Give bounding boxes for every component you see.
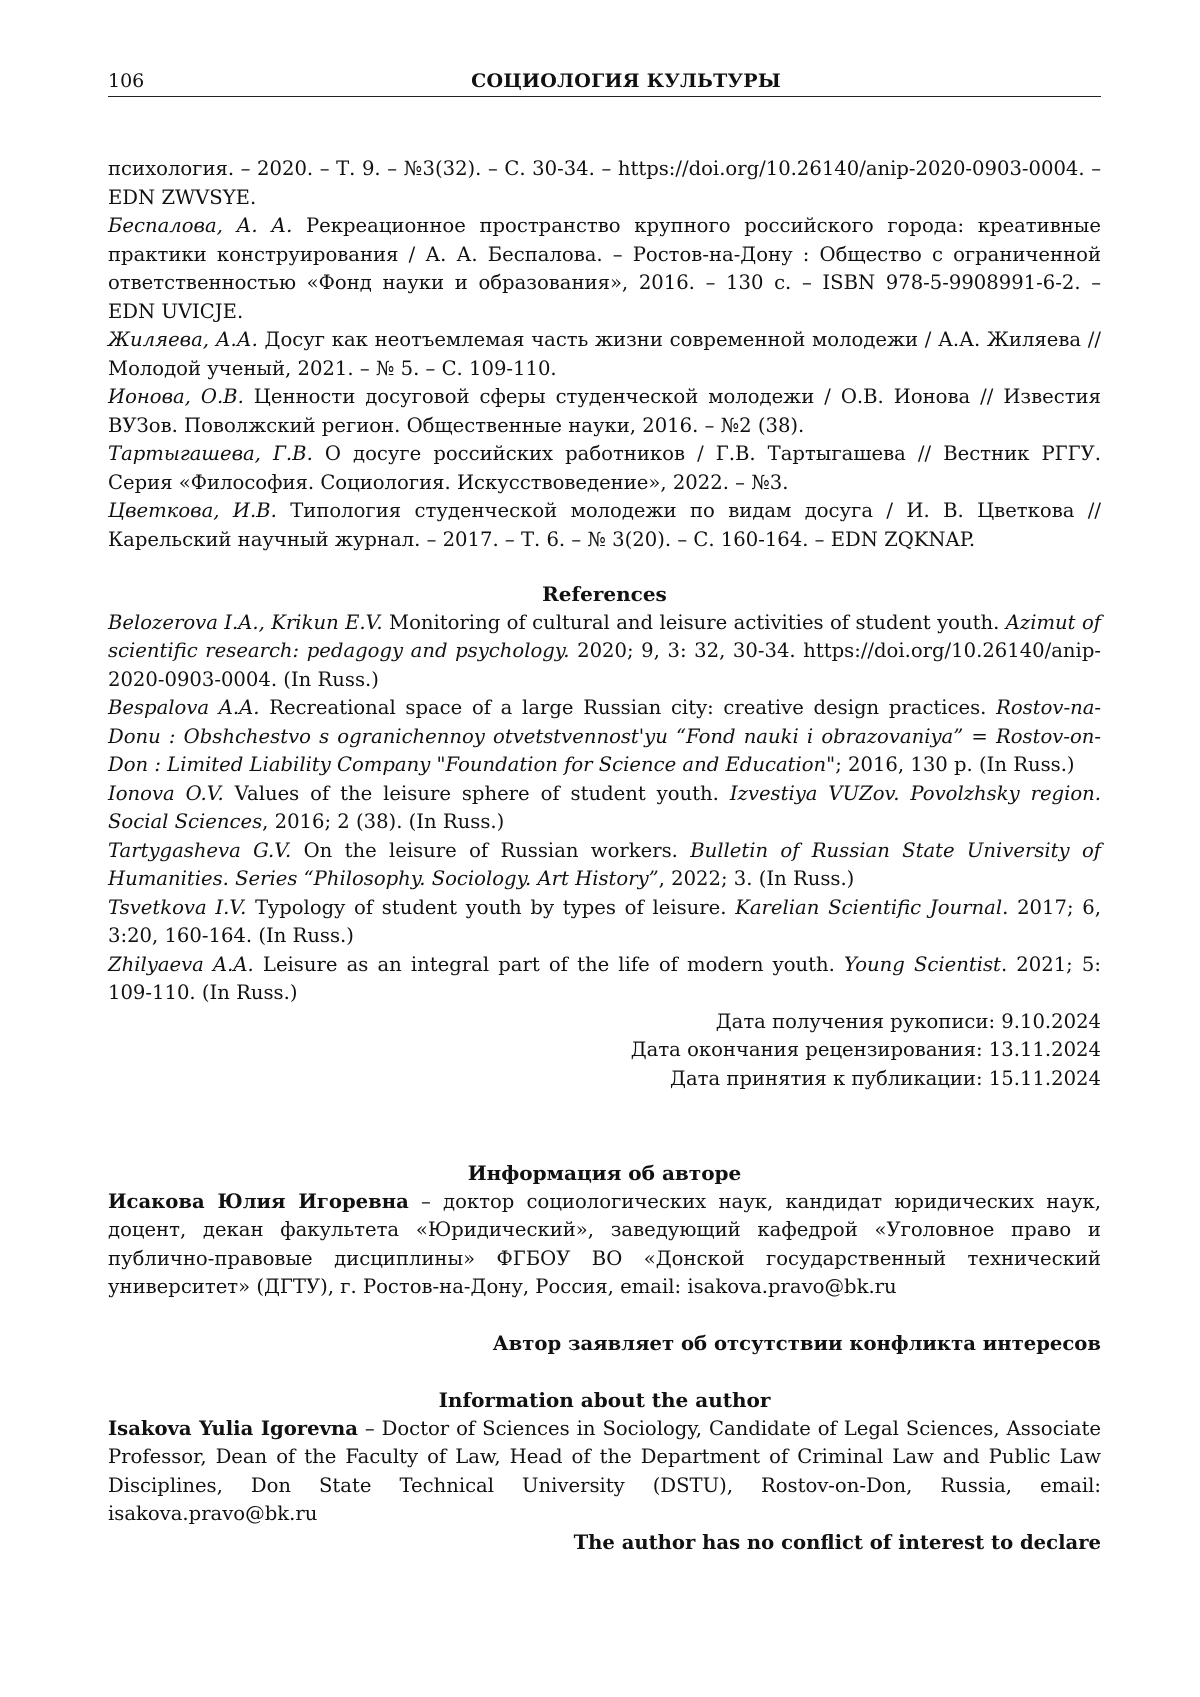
reference-source: Bulletin of Russian State University of Humanities. Series “Philosophy. Sociology. Art History” <box>108 838 1101 890</box>
author-bio-text: – Doctor of Sciences in Sociology, Candidate of Legal Sciences, Associate Professor, Dean of the Faculty of Law, Head of the Department of Criminal Law and Public Law Disciplines, Don State Technical University (DSTU), Rostov-on-Don, Russia, email: isakova.pravo@bk.ru <box>108 1416 1101 1525</box>
author-bio <box>108 1415 1101 1529</box>
reference-author: Ionova O.V. <box>108 781 224 805</box>
manuscript-dates <box>108 1008 1101 1094</box>
references-ru <box>108 155 1101 554</box>
author-name: Исакова Юлия Игоревна <box>108 1189 409 1213</box>
reference-title: Monitoring of cultural and leisure activities of student youth. <box>382 610 1006 634</box>
page-number: 106 <box>108 70 145 92</box>
author-bio-text: – доктор социологических наук, кандидат юридических наук, доцент, декан факультета «Юридический», заведующий кафедрой «Уголовное право и публично-правовые дисциплины» ФГБОУ ВО «Донской государственный технический университет» (ДГТУ), г. Ростов-на-Дону, Россия, email: isakova.pravo@bk.ru <box>108 1189 1102 1298</box>
author-info-heading: Information about the author <box>438 1388 771 1412</box>
reference-tail: . 2021; 5: 109-110. (In Russ.) <box>108 952 1101 1004</box>
author-bio <box>108 1188 1101 1302</box>
reference-item <box>108 609 1101 695</box>
reference-source: Rostov-na-Donu : Obshchestvo s ogranichennoy otvetstvennost'yu “Fond nauki i obrazovaniya” = Rostov-on-Don : Limited Liability Company "Foundation for Science and Education" <box>108 696 1101 776</box>
journal-section-title: СОЦИОЛОГИЯ КУЛЬТУРЫ <box>471 70 781 92</box>
conflict-statement-en: The author has no conflict of interest to declare <box>573 1530 1101 1554</box>
reference-title: On the leisure of Russian workers. <box>291 838 691 862</box>
reference-item <box>108 326 1101 383</box>
reference-author: Tartygasheva G.V. <box>108 838 292 862</box>
author-info-en <box>108 1386 1101 1557</box>
date-received: Дата получения рукописи: 9.10.2024 <box>715 1009 1101 1033</box>
reference-author: Belozerova I.A., Krikun E.V. <box>108 610 383 634</box>
conflict-statement-ru: Автор заявляет об отсутствии конфликта интересов <box>492 1331 1101 1355</box>
reference-tail: , 2022; 3. (In Russ.) <box>658 867 855 890</box>
reference-text: Рекреационное пространство крупного российского города: креативные практики конструирования / А. А. Беспалова. – Ростов-на-Дону : Общество с ограниченной ответственностью «Фонд науки и образования», 2016. – 130 с. – ISBN 978-5-9908991-6-2. – EDN UVICJE. <box>108 214 1101 323</box>
page <box>108 70 1101 1557</box>
reference-text: Ценности досуговой сферы студенческой молодежи / О.В. Ионова // Известия ВУЗов. Поволжский регион. Общественные науки, 2016. – №2 (38). <box>108 385 1101 437</box>
reference-author: Жиляева, А.А. <box>108 328 258 351</box>
running-header <box>108 70 1101 97</box>
reference-title: Leisure as an integral part of the life of modern youth. <box>253 952 845 976</box>
date-accepted: Дата принятия к публикации: 15.11.2024 <box>670 1066 1101 1090</box>
reference-text: О досуге российских работников / Г.В. Тартыгашева // Вестник РГГУ. Серия «Философия. Социология. Искусствоведение», 2022. – №3. <box>108 442 1101 494</box>
reference-item <box>108 780 1101 837</box>
reference-title: Recreational space of a large Russian city: creative design practices. <box>259 696 997 719</box>
reference-tail: ; 2016, 130 p. (In Russ.) <box>835 753 1075 776</box>
reference-author: Беспалова, А. А. <box>108 214 293 237</box>
author-info-heading: Информация об авторе <box>467 1161 742 1185</box>
reference-item <box>108 497 1101 554</box>
reference-source: Izvestiya VUZov. Povolzhsky region. Social Sciences <box>108 781 1102 833</box>
reference-author: Ионова, О.В. <box>108 385 244 408</box>
reference-author: Zhilyaeva A.A. <box>108 952 254 976</box>
reference-author: Цветкова, И.В. <box>108 499 277 522</box>
reference-item <box>108 894 1101 951</box>
author-info-ru <box>108 1159 1101 1302</box>
reference-author: Bespalova A.A. <box>108 696 260 719</box>
date-reviewed: Дата окончания рецензирования: 13.11.2024 <box>630 1038 1101 1061</box>
reference-item <box>108 383 1101 440</box>
reference-item <box>108 440 1101 497</box>
reference-text: Типология студенческой молодежи по видам досуга / И. В. Цветкова // Карельский научный журнал. – 2017. – Т. 6. – № 3(20). – С. 160-164. – EDN ZQKNAP. <box>108 499 1101 551</box>
reference-tail: , 2016; 2 (38). (In Russ.) <box>262 810 505 833</box>
reference-tail: 2020; 9, 3: 32, 30-34. https://doi.org/10.26140/anip-2020-0903-0004. (In Russ.) <box>108 639 1101 691</box>
reference-author: Тартыгашева, Г.В. <box>108 442 313 465</box>
references-heading: References <box>542 582 667 606</box>
reference-source: Karelian Scientific Journal <box>735 895 1003 919</box>
reference-item <box>108 951 1101 1008</box>
reference-text: психология. – 2020. – Т. 9. – №3(32). – С. 30-34. – https://doi.org/10.26140/anip-2020-0903-0004. – EDN ZWVSYE. <box>108 157 1101 209</box>
references-en <box>108 580 1101 1008</box>
reference-item <box>108 155 1101 212</box>
reference-source: Young Scientist <box>844 952 1001 976</box>
reference-title: Typology of student youth by types of leisure. <box>246 895 736 919</box>
reference-tail: . 2017; 6, 3:20, 160-164. (In Russ.) <box>108 895 1101 947</box>
author-name: Isakova Yulia Igorevna <box>108 1416 358 1440</box>
reference-text: Досуг как неотъемлемая часть жизни современной молодежи / А.А. Жиляева // Молодой ученый, 2021. – № 5. – С. 109-110. <box>108 328 1101 380</box>
reference-item <box>108 212 1101 326</box>
reference-item <box>108 837 1101 894</box>
reference-author: Tsvetkova I.V. <box>108 895 247 919</box>
reference-title: Values of the leisure sphere of student youth. <box>223 781 730 805</box>
reference-source: Azimut of scientific research: pedagogy and psychology. <box>108 610 1102 662</box>
reference-item <box>108 694 1101 780</box>
